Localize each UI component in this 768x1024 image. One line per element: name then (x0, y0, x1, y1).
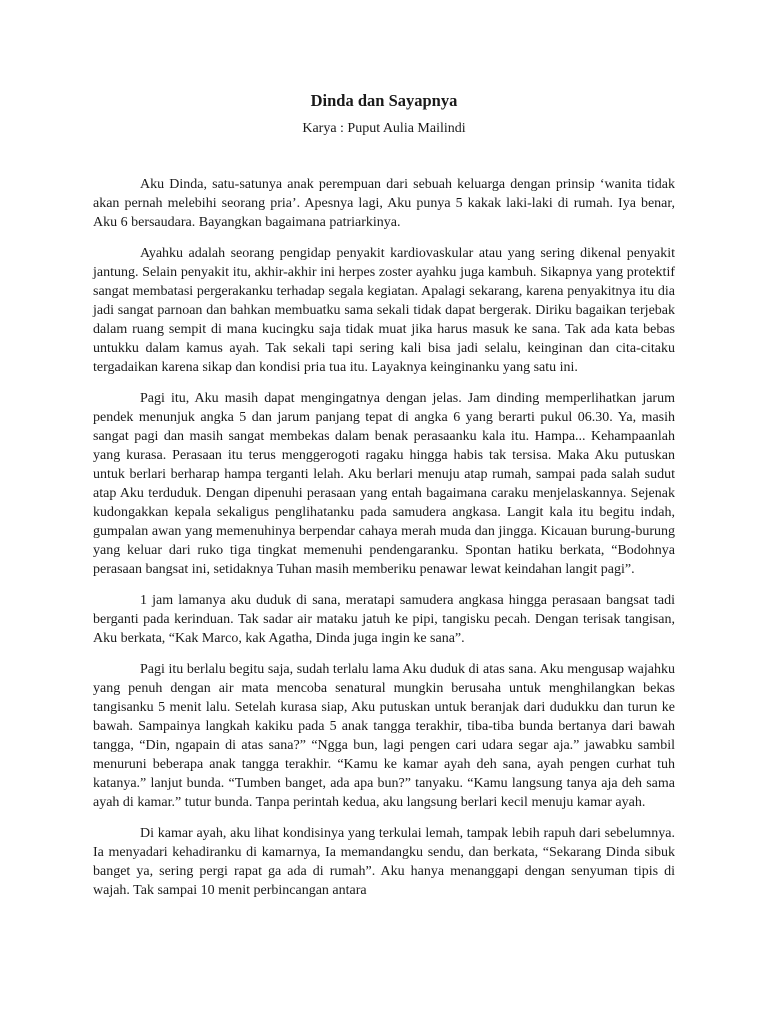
paragraph-6: Di kamar ayah, aku lihat kondisinya yang terkulai lemah, tampak lebih rapuh dari sebelumnya. Ia menyadari kehadiranku di kamarnya, Ia memandangku sendu, dan berkata, “Sekarang Dinda sibuk banget ya, sering pergi rapat ga ada di rumah”. Aku hanya menanggapi dengan senyuman tipis di wajah. Tak sampai 10 menit perbincangan antara (93, 826, 675, 898)
document-author: Karya : Puput Aulia Mailindi (302, 121, 466, 136)
document-body (93, 175, 675, 900)
document-title: Dinda dan Sayapnya (310, 91, 458, 110)
paragraph-2: Ayahku adalah seorang pengidap penyakit kardiovaskular atau yang sering dikenal penyakit jantung. Selain penyakit itu, akhir-akhir ini herpes zoster ayahku juga kambuh. Sikapnya yang protektif sangat membatasi pergerakanku terhadap segala kegiatan. Apalagi sekarang, karena penyakitnya itu dia jadi sangat parnoan dan bahkan membuatku sama sekali tidak dapat bergerak. Diriku bagaikan terjebak dalam ruang sempit di mana kucingku saja tidak muat jika harus masuk ke sana. Tak ada kata bebas untukku dalam kamus ayah. Tak sekali tapi sering kali bisa jadi selalu, keinginan dan cita-citaku tergadaikan karena sikap dan kondisi pria tua itu. Layaknya keinginanku yang satu ini. (93, 246, 675, 375)
paragraph-1: Aku Dinda, satu-satunya anak perempuan dari sebuah keluarga dengan prinsip ‘wanita tidak akan pernah melebihi seorang pria’. Apesnya lagi, Aku punya 5 kakak laki-laki di rumah. Iya benar, Aku 6 bersaudara. Bayangkan bagaimana patriarkinya. (93, 177, 675, 230)
paragraph-4: 1 jam lamanya aku duduk di sana, meratapi samudera angkasa hingga perasaan bangsat tadi berganti pada kerinduan. Tak sadar air mataku jatuh ke pipi, tangisku pecah. Dengan terisak tangisan, Aku berkata, “Kak Marco, kak Agatha, Dinda juga ingin ke sana”. (93, 593, 675, 646)
document-content (93, 90, 675, 912)
paragraph-5: Pagi itu berlalu begitu saja, sudah terlalu lama Aku duduk di atas sana. Aku mengusap wajahku yang penuh dengan air mata mencoba senatural mungkin berusaha untuk menghilangkan bekas tangisanku 5 menit lalu. Setelah kurasa siap, Aku putuskan untuk beranjak dari dudukku dan turun ke bawah. Sampainya langkah kakiku pada 5 anak tangga terakhir, tiba-tiba bunda bertanya dari bawah tangga, “Din, ngapain di atas sana?” “Ngga bun, lagi pengen cari udara segar aja.” jawabku sambil menuruni beberapa anak tangga terakhir. “Kamu ke kamar ayah deh sana, ayah pengen curhat tuh katanya.” lanjut bunda. “Tumben banget, ada apa bun?” tanyaku. “Kamu langsung tanya aja deh sama ayah di kamar.” tutur bunda. Tanpa perintah kedua, aku langsung berlari kecil menuju kamar ayah. (93, 662, 675, 810)
paragraph-3: Pagi itu, Aku masih dapat mengingatnya dengan jelas. Jam dinding memperlihatkan jarum pendek menunjuk angka 5 dan jarum panjang tepat di angka 6 yang berarti pukul 06.30. Ya, masih sangat pagi dan masih sangat membekas dalam benak perasaanku kala itu. Hampa... Kehampaanlah yang kurasa. Perasaan itu terus menggerogoti ragaku hingga habis tak tersisa. Maka Aku putuskan untuk berlari berharap hampa terganti lelah. Aku berlari menuju atap rumah, sampai pada salah sudut atap Aku terduduk. Dengan dipenuhi perasaan yang entah bagaimana caraku menjelaskannya. Sejenak kudongakkan kepala sekaligus penglihatanku pada samudera angkasa. Langit kala itu begitu indah, gumpalan awan yang memenuhinya berpendar cahaya merah muda dan jingga. Kicauan burung-burung yang keluar dari ruko tiga tingkat memenuhi pendengaranku. Spontan hatiku berkata, “Bodohnya perasaan bangsat ini, setidaknya Tuhan masih memberiku penawar lewat keindahan langit pagi”. (93, 391, 675, 577)
